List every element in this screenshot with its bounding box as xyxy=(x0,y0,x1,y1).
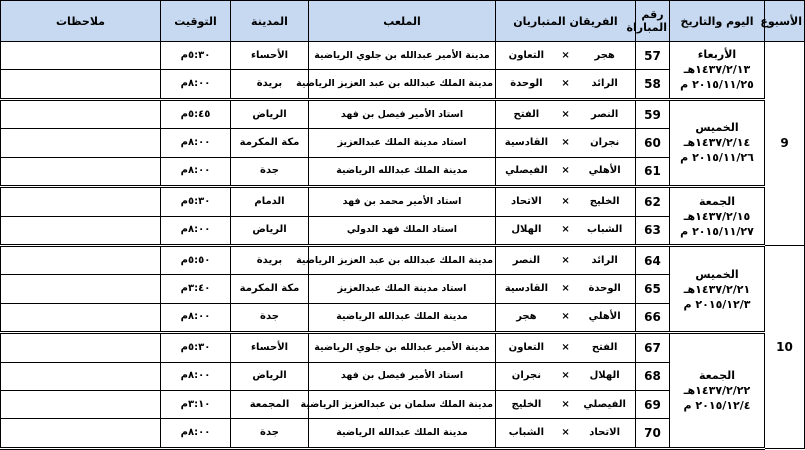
stadium-cell: مدينة الملك عبدالله الرياضية xyxy=(309,303,496,332)
versus-mark: × xyxy=(561,108,570,120)
away-team: الفيصلي xyxy=(505,165,548,177)
teams-cell xyxy=(496,42,636,70)
home-team: الوحدة xyxy=(588,283,621,295)
stadium-cell: مدينة الملك عبدالله بن عبد العزيز الرياضية xyxy=(309,70,496,99)
teams-cell xyxy=(496,187,636,216)
city-cell: جدة xyxy=(231,419,309,449)
home-team: الرائد xyxy=(591,78,618,90)
time-cell: ٨:٠٠م xyxy=(161,216,231,245)
city-cell: بريدة xyxy=(231,245,309,274)
match-number: 59 xyxy=(636,99,670,128)
schedule-body xyxy=(1,42,805,449)
date-greg: ٢٠١٥/١١/٢٧ م xyxy=(680,224,754,238)
versus-mark: × xyxy=(561,398,570,410)
versus-mark: × xyxy=(561,370,570,382)
home-team: الأهلي xyxy=(588,165,621,177)
city-cell: الدمام xyxy=(231,187,309,216)
stadium-cell: استاد الأمير فيصل بن فهد xyxy=(309,99,496,128)
notes-cell xyxy=(1,333,161,362)
city-cell: المجمعة xyxy=(231,391,309,419)
notes-cell xyxy=(1,275,161,303)
match-number: 57 xyxy=(636,42,670,70)
date-hijri: ١٤٣٧/٢/٢١هـ xyxy=(683,282,751,296)
home-team: نجران xyxy=(590,136,620,148)
versus-mark: × xyxy=(561,165,570,177)
header-date: اليوم والتاريخ xyxy=(670,1,765,42)
notes-cell xyxy=(1,216,161,245)
match-number: 70 xyxy=(636,419,670,449)
date-greg: ٢٠١٥/١١/٢٦ م xyxy=(680,151,754,165)
match-number: 65 xyxy=(636,275,670,303)
away-team: القادسية xyxy=(504,283,548,295)
header-city: المدينة xyxy=(231,1,309,42)
city-cell: بريدة xyxy=(231,70,309,99)
stadium-cell: استاد الأمير فيصل بن فهد xyxy=(309,362,496,390)
away-team: هجر xyxy=(516,311,537,323)
time-cell: ٨:٠٠م xyxy=(161,419,231,449)
time-cell: ٣:١٠م xyxy=(161,391,231,419)
versus-mark: × xyxy=(561,195,570,207)
match-number: 67 xyxy=(636,333,670,362)
stadium-cell: استاد مدينة الملك عبدالعزيز xyxy=(309,275,496,303)
notes-cell xyxy=(1,99,161,128)
versus-mark: × xyxy=(561,78,570,90)
match-number: 61 xyxy=(636,157,670,186)
table-row xyxy=(1,333,805,362)
versus-mark: × xyxy=(561,136,570,148)
teams-cell xyxy=(496,391,636,419)
versus-mark: × xyxy=(561,49,570,61)
notes-cell xyxy=(1,187,161,216)
away-team: القادسية xyxy=(504,136,548,148)
notes-cell xyxy=(1,391,161,419)
teams-cell xyxy=(496,303,636,332)
stadium-cell: مدينة الملك سلمان بن عبدالعزيز الرياضية xyxy=(309,391,496,419)
home-team: الرائد xyxy=(591,254,618,266)
time-cell: ٥:٣٠م xyxy=(161,42,231,70)
time-cell: ٥:٥٠م xyxy=(161,245,231,274)
time-cell: ٨:٠٠م xyxy=(161,362,231,390)
home-team: الهلال xyxy=(589,370,620,382)
notes-cell xyxy=(1,245,161,274)
teams-cell xyxy=(496,333,636,362)
match-number: 69 xyxy=(636,391,670,419)
time-cell: ٣:٤٠م xyxy=(161,275,231,303)
date-greg: ٢٠١٥/١٢/٤ م xyxy=(683,399,751,413)
week-number: 10 xyxy=(765,245,805,448)
home-team: الأهلي xyxy=(588,311,621,323)
date-hijri: ١٤٣٧/٢/٢٢هـ xyxy=(683,384,751,398)
table-row xyxy=(1,245,805,274)
home-team: الشباب xyxy=(587,224,623,236)
header-week: الأسبوع xyxy=(765,1,805,42)
day-date-cell xyxy=(670,245,765,332)
city-cell: مكة المكرمة xyxy=(231,129,309,157)
header-row xyxy=(1,1,805,42)
teams-cell xyxy=(496,419,636,449)
away-team: التعاون xyxy=(508,341,545,353)
away-team: النصر xyxy=(512,254,541,266)
home-team: الخليج xyxy=(589,195,620,207)
away-team: نجران xyxy=(511,370,541,382)
date-hijri: ١٤٣٧/٢/١٤هـ xyxy=(683,136,751,150)
time-cell: ٨:٠٠م xyxy=(161,129,231,157)
date-day: الجمعة xyxy=(698,194,736,208)
date-day: الخميس xyxy=(695,267,739,281)
match-number: 68 xyxy=(636,362,670,390)
table-row xyxy=(1,42,805,70)
match-number: 63 xyxy=(636,216,670,245)
header-match-no: رقم المباراة xyxy=(636,1,670,42)
teams-cell xyxy=(496,245,636,274)
notes-cell xyxy=(1,419,161,449)
week-number: 9 xyxy=(765,42,805,246)
notes-cell xyxy=(1,303,161,332)
match-number: 66 xyxy=(636,303,670,332)
versus-mark: × xyxy=(561,254,570,266)
stadium-cell: مدينة الملك عبدالله بن عبد العزيز الرياضية xyxy=(309,245,496,274)
versus-mark: × xyxy=(561,283,570,295)
notes-cell xyxy=(1,129,161,157)
teams-cell xyxy=(496,129,636,157)
teams-cell xyxy=(496,70,636,99)
match-number: 58 xyxy=(636,70,670,99)
table-row xyxy=(1,99,805,128)
versus-mark: × xyxy=(561,427,570,439)
city-cell: الرياض xyxy=(231,362,309,390)
stadium-cell: استاد مدينة الملك عبدالعزيز xyxy=(309,129,496,157)
date-day: الأربعاء xyxy=(697,48,737,62)
header-stadium: الملعب xyxy=(309,1,496,42)
away-team: الخليج xyxy=(511,398,542,410)
stadium-cell: مدينة الأمير عبدالله بن جلوي الرياضية xyxy=(309,333,496,362)
header-notes: ملاحظات xyxy=(1,1,161,42)
home-team: الفتح xyxy=(591,341,618,353)
header-time: التوقيت xyxy=(161,1,231,42)
date-day: الخميس xyxy=(695,121,739,135)
versus-mark: × xyxy=(561,341,570,353)
date-hijri: ١٤٣٧/٢/١٥هـ xyxy=(683,209,751,223)
teams-cell xyxy=(496,157,636,186)
away-team: الشباب xyxy=(508,427,544,439)
time-cell: ٨:٠٠م xyxy=(161,157,231,186)
away-team: الهلال xyxy=(511,224,542,236)
time-cell: ٨:٠٠م xyxy=(161,303,231,332)
stadium-cell: مدينة الملك عبدالله الرياضية xyxy=(309,419,496,449)
date-greg: ٢٠١٥/١٢/٣ م xyxy=(683,297,751,311)
city-cell: جدة xyxy=(231,303,309,332)
city-cell: الأحساء xyxy=(231,333,309,362)
time-cell: ٥:٣٠م xyxy=(161,187,231,216)
teams-cell xyxy=(496,216,636,245)
stadium-cell: مدينة الأمير عبدالله بن جلوي الرياضية xyxy=(309,42,496,70)
city-cell: الرياض xyxy=(231,216,309,245)
match-number: 62 xyxy=(636,187,670,216)
stadium-cell: مدينة الملك عبدالله الرياضية xyxy=(309,157,496,186)
date-hijri: ١٤٣٧/٢/١٣هـ xyxy=(683,63,751,77)
home-team: الاتحاد xyxy=(589,427,621,439)
day-date-cell xyxy=(670,333,765,449)
match-number: 60 xyxy=(636,129,670,157)
date-day: الجمعة xyxy=(698,369,736,383)
day-date-cell xyxy=(670,99,765,186)
city-cell: الرياض xyxy=(231,99,309,128)
away-team: الفتح xyxy=(513,108,540,120)
header-teams: الفريقان المتباريان xyxy=(496,1,636,42)
stadium-cell: استاد الأمير محمد بن فهد xyxy=(309,187,496,216)
time-cell: ٥:٤٥م xyxy=(161,99,231,128)
teams-cell xyxy=(496,99,636,128)
away-team: الوحدة xyxy=(510,78,543,90)
date-greg: ٢٠١٥/١١/٢٥ م xyxy=(680,78,754,92)
day-date-cell xyxy=(670,187,765,246)
city-cell: جدة xyxy=(231,157,309,186)
notes-cell xyxy=(1,157,161,186)
city-cell: الأحساء xyxy=(231,42,309,70)
notes-cell xyxy=(1,70,161,99)
teams-cell xyxy=(496,275,636,303)
versus-mark: × xyxy=(561,311,570,323)
table-row xyxy=(1,187,805,216)
away-team: الاتحاد xyxy=(511,195,542,207)
day-date-cell xyxy=(670,42,765,100)
notes-cell xyxy=(1,362,161,390)
time-cell: ٥:٣٠م xyxy=(161,333,231,362)
teams-cell xyxy=(496,362,636,390)
away-team: التعاون xyxy=(508,49,545,61)
stadium-cell: استاد الملك فهد الدولي xyxy=(309,216,496,245)
match-number: 64 xyxy=(636,245,670,274)
notes-cell xyxy=(1,42,161,70)
home-team: الفيصلي xyxy=(583,398,626,410)
home-team: النصر xyxy=(590,108,619,120)
versus-mark: × xyxy=(561,224,570,236)
home-team: هجر xyxy=(594,49,615,61)
city-cell: مكة المكرمة xyxy=(231,275,309,303)
time-cell: ٨:٠٠م xyxy=(161,70,231,99)
